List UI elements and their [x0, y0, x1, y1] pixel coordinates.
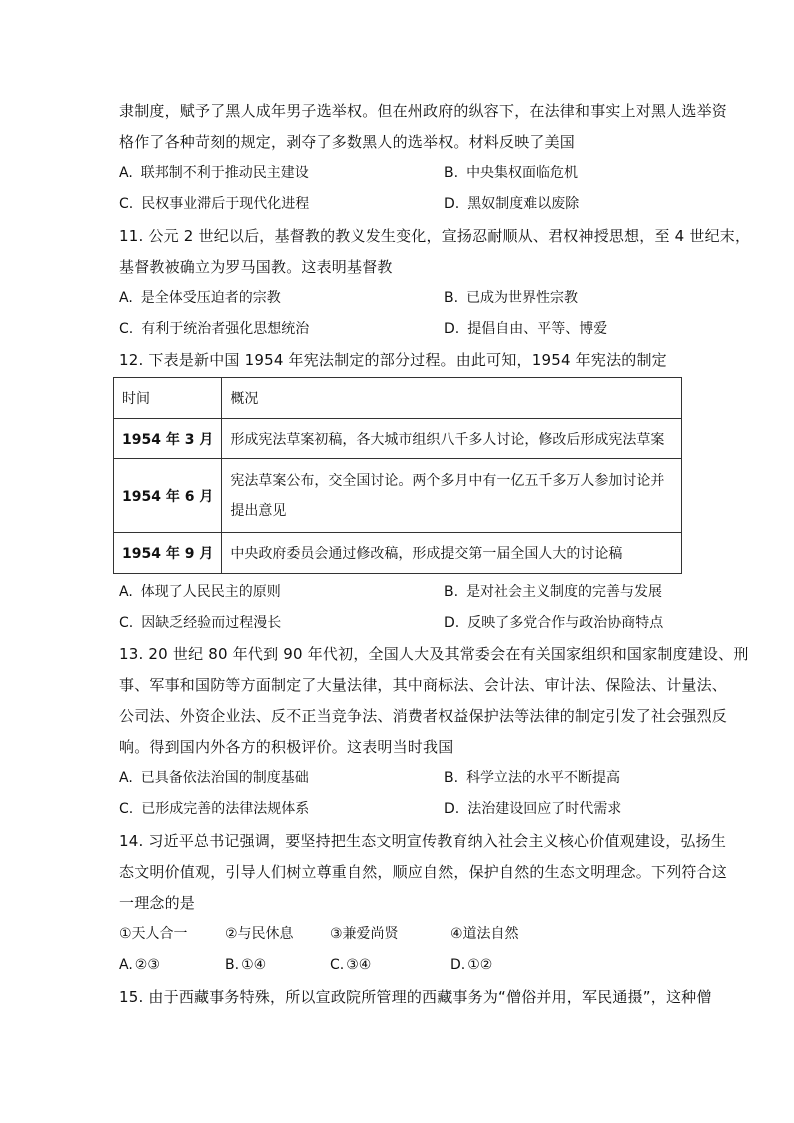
q14-item-4: ④道法自然 [450, 926, 519, 942]
option-text: 已成为世界性宗教 [466, 290, 579, 306]
q11-stem-line-2: 基督教被确立为罗马国教。这表明基督教 [119, 258, 393, 276]
table-cell-desc: 中央政府委员会通过修改稿，形成提交第一届全国人大的讨论稿 [222, 533, 682, 574]
q10-option-a[interactable] [119, 163, 309, 183]
option-key: B. [444, 165, 459, 181]
option-key: A. [119, 165, 133, 181]
q11-option-b[interactable] [444, 288, 578, 308]
option-text: 提倡自由、平等、博爱 [467, 321, 608, 337]
q11-option-d[interactable] [444, 319, 607, 339]
q14-item-2: ②与民休息 [225, 926, 294, 942]
option-key: D. [444, 801, 460, 817]
option-key: C. [119, 615, 134, 631]
q12-stem: 12. 下表是新中国 1954 年宪法制定的部分过程。由此可知，1954 年宪法的制定 [119, 351, 667, 369]
q13-stem-line-3: 公司法、外资企业法、反不正当竞争法、消费者权益保护法等法律的制定引发了社会强烈反 [119, 707, 728, 725]
table-header-desc: 概况 [222, 378, 682, 419]
option-key: D. [444, 321, 460, 337]
option-text: 黑奴制度难以废除 [467, 196, 580, 212]
option-text: 民权事业滞后于现代化进程 [141, 196, 310, 212]
option-key: C. [330, 957, 345, 973]
q12-option-c[interactable] [119, 613, 281, 633]
q10-option-c[interactable] [119, 194, 309, 214]
option-key: C. [119, 321, 134, 337]
option-text: ①② [467, 957, 493, 973]
option-key: A. [119, 584, 133, 600]
q13-option-c[interactable] [119, 799, 309, 819]
option-text: 已具备依法治国的制度基础 [140, 770, 309, 786]
option-text: 反映了多党合作与政治协商特点 [467, 615, 664, 631]
table-header-time: 时间 [114, 378, 222, 419]
option-key: D. [444, 615, 460, 631]
table-cell-desc: 宪法草案公布，交全国讨论。两个多月中有一亿五千多万人参加讨论并提出意见 [222, 459, 682, 533]
table-cell-time: 1954 年 9 月 [114, 533, 222, 574]
option-text: ③④ [346, 957, 372, 973]
constitution-process-table [113, 377, 682, 574]
option-text: 法治建设回应了时代需求 [467, 801, 622, 817]
q13-option-b[interactable] [444, 768, 620, 788]
q11-stem-line-1: 11. 公元 2 世纪以后，基督教的教义发生变化，宣扬忍耐顺从、君权神授思想，至 4 世纪末， [119, 227, 751, 245]
option-key: A. [119, 957, 133, 973]
option-key: B. [444, 290, 459, 306]
q14-stem-line-2: 态文明价值观，引导人们树立尊重自然，顺应自然，保护自然的生态文明理念。下列符合这 [119, 863, 728, 881]
table-cell-time: 1954 年 6 月 [114, 459, 222, 533]
q13-stem-line-1: 13. 20 世纪 80 年代到 90 年代初，全国人大及其常委会在有关国家组织和国家制度建设、刑 [119, 645, 749, 663]
table-header-row [114, 378, 682, 419]
option-text: 因缺乏经验而过程漫长 [141, 615, 282, 631]
table-cell-desc: 形成宪法草案初稿，各大城市组织八千多人讨论，修改后形成宪法草案 [222, 419, 682, 459]
option-key: A. [119, 290, 133, 306]
option-key: C. [119, 801, 134, 817]
option-text: 科学立法的水平不断提高 [466, 770, 621, 786]
q13-stem-line-4: 响。得到国内外各方的积极评价。这表明当时我国 [119, 738, 454, 756]
q12-option-d[interactable] [444, 613, 663, 633]
option-key: B. [444, 584, 459, 600]
q10-option-b[interactable] [444, 163, 578, 183]
option-key: A. [119, 770, 133, 786]
option-text: 中央集权面临危机 [466, 165, 579, 181]
table-cell-time: 1954 年 3 月 [114, 419, 222, 459]
q13-option-d[interactable] [444, 799, 621, 819]
option-text: ②③ [134, 957, 160, 973]
option-text: 是对社会主义制度的完善与发展 [466, 584, 663, 600]
option-text: ①④ [241, 957, 267, 973]
q14-stem-line-1: 14. 习近平总书记强调，要坚持把生态文明宣传教育纳入社会主义核心价值观建设，弘扬生 [119, 832, 727, 850]
option-key: B. [225, 957, 240, 973]
option-text: 是全体受压迫者的宗教 [140, 290, 281, 306]
option-key: D. [444, 196, 460, 212]
q12-option-a[interactable] [119, 582, 281, 602]
intro-line-1: 隶制度，赋予了黑人成年男子选举权。但在州政府的纵容下，在法律和事实上对黑人选举资 [119, 102, 728, 120]
q11-option-a[interactable] [119, 288, 281, 308]
q11-option-c[interactable] [119, 319, 309, 339]
q14-option-c[interactable] [330, 955, 371, 975]
q14-item-3: ③兼爱尚贤 [330, 926, 399, 942]
q10-option-d[interactable] [444, 194, 579, 214]
q13-option-a[interactable] [119, 768, 309, 788]
table-row [114, 419, 682, 459]
option-text: 联邦制不利于推动民主建设 [140, 165, 309, 181]
option-key: D. [450, 957, 466, 973]
table-row [114, 459, 682, 533]
q12-option-b[interactable] [444, 582, 662, 602]
q14-option-a[interactable] [119, 955, 160, 975]
option-text: 体现了人民民主的原则 [140, 584, 281, 600]
q15-stem-line-1: 15. 由于西藏事务特殊，所以宣政院所管理的西藏事务为“僧俗并用，军民通摄”，这种僧 [119, 988, 712, 1006]
q14-item-1: ①天人合一 [119, 926, 188, 942]
q13-stem-line-2: 事、军事和国防等方面制定了大量法律，其中商标法、会计法、审计法、保险法、计量法、 [119, 676, 728, 694]
intro-line-2: 格作了各种苛刻的规定，剥夺了多数黑人的选举权。材料反映了美国 [119, 133, 576, 151]
option-key: B. [444, 770, 459, 786]
option-text: 有利于统治者强化思想统治 [141, 321, 310, 337]
q14-option-d[interactable] [450, 955, 492, 975]
q14-option-b[interactable] [225, 955, 266, 975]
q14-stem-line-3: 一理念的是 [119, 894, 196, 912]
table-row [114, 533, 682, 574]
option-text: 已形成完善的法律法规体系 [141, 801, 310, 817]
option-key: C. [119, 196, 134, 212]
